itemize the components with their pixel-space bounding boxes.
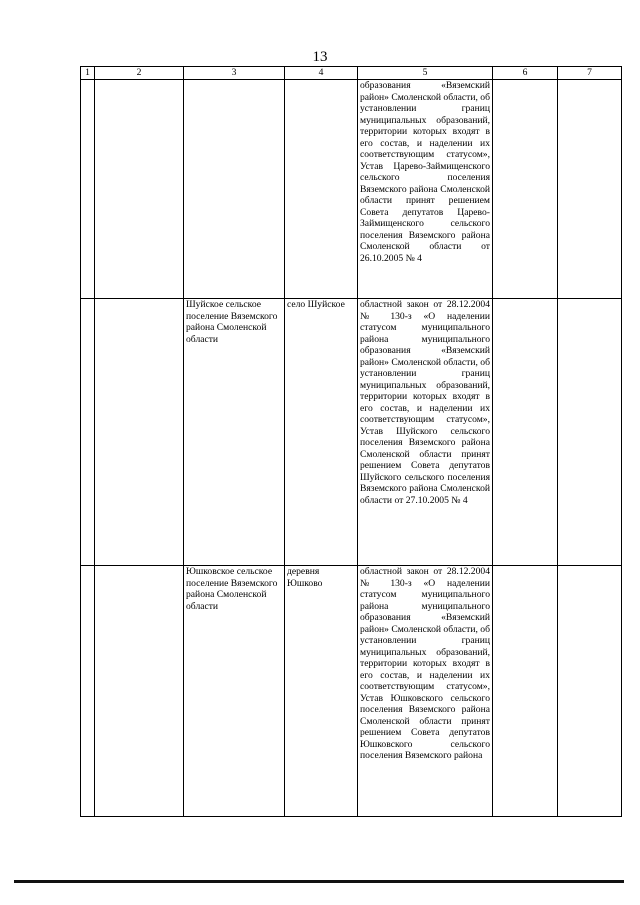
- table-row: [81, 299, 622, 566]
- cell-admin-center: деревня Юшково: [285, 566, 358, 817]
- column-header-2: 2: [95, 67, 184, 80]
- cell-legal-basis: областной закон от 28.12.2004 № 130-з «О наделении статусом муниципального района муниципального образования «Вяземский район» Смоленской области, об установлении границ муниципальных образований, территории которых входят в его состав, и наделении их соответствующим статусом», Устав Шуйского сельского поселения Вяземского района Смоленской области принят решением Совета депутатов Шуйского сельского поселения Вяземского района Смоленской области от 27.10.2005 № 4: [358, 299, 493, 566]
- cell-col2: [95, 566, 184, 817]
- bottom-scan-line: [14, 880, 624, 883]
- cell-col6: [493, 299, 558, 566]
- cell-legal-basis: образования «Вяземский район» Смоленской области, об установлении границ муниципальных образований, территории которых входят в его состав, и наделении их соответствующим статусом», Устав Царево-Займищенского сельского поселения Вяземского района Смоленской области принят решением Совета депутатов Царево-Займищенского сельского поселения Вяземского района Смоленской области от 26.10.2005 № 4: [358, 80, 493, 299]
- column-header-4: 4: [285, 67, 358, 80]
- municipalities-table: [80, 66, 622, 817]
- cell-col2: [95, 299, 184, 566]
- cell-col1: [81, 566, 95, 817]
- cell-admin-center: [285, 80, 358, 299]
- cell-settlement-name: Шуйское сельское поселение Вяземского района Смоленской области: [184, 299, 285, 566]
- cell-settlement-name: Юшковское сельское поселение Вяземского района Смоленской области: [184, 566, 285, 817]
- table-row: [81, 80, 622, 299]
- table-row: [81, 566, 622, 817]
- cell-col7: [558, 80, 622, 299]
- cell-legal-basis: областной закон от 28.12.2004 № 130-з «О наделении статусом муниципального района муниципального образования «Вяземский район» Смоленской области, об установлении границ муниципальных образований, территории которых входят в его состав, и наделении их соответствующим статусом», Устав Юшковского сельского поселения Вяземского района Смоленской области принят решением Совета депутатов Юшковского сельского поселения Вяземского района: [358, 566, 493, 817]
- cell-col6: [493, 566, 558, 817]
- column-header-3: 3: [184, 67, 285, 80]
- cell-col7: [558, 299, 622, 566]
- column-header-1: 1: [81, 67, 95, 80]
- cell-col1: [81, 80, 95, 299]
- cell-col7: [558, 566, 622, 817]
- column-header-6: 6: [493, 67, 558, 80]
- column-header-5: 5: [358, 67, 493, 80]
- cell-settlement-name: [184, 80, 285, 299]
- cell-col2: [95, 80, 184, 299]
- cell-admin-center: село Шуйское: [285, 299, 358, 566]
- header-row: [81, 67, 622, 80]
- cell-col6: [493, 80, 558, 299]
- column-header-7: 7: [558, 67, 622, 80]
- cell-col1: [81, 299, 95, 566]
- page-number: 13: [312, 49, 328, 65]
